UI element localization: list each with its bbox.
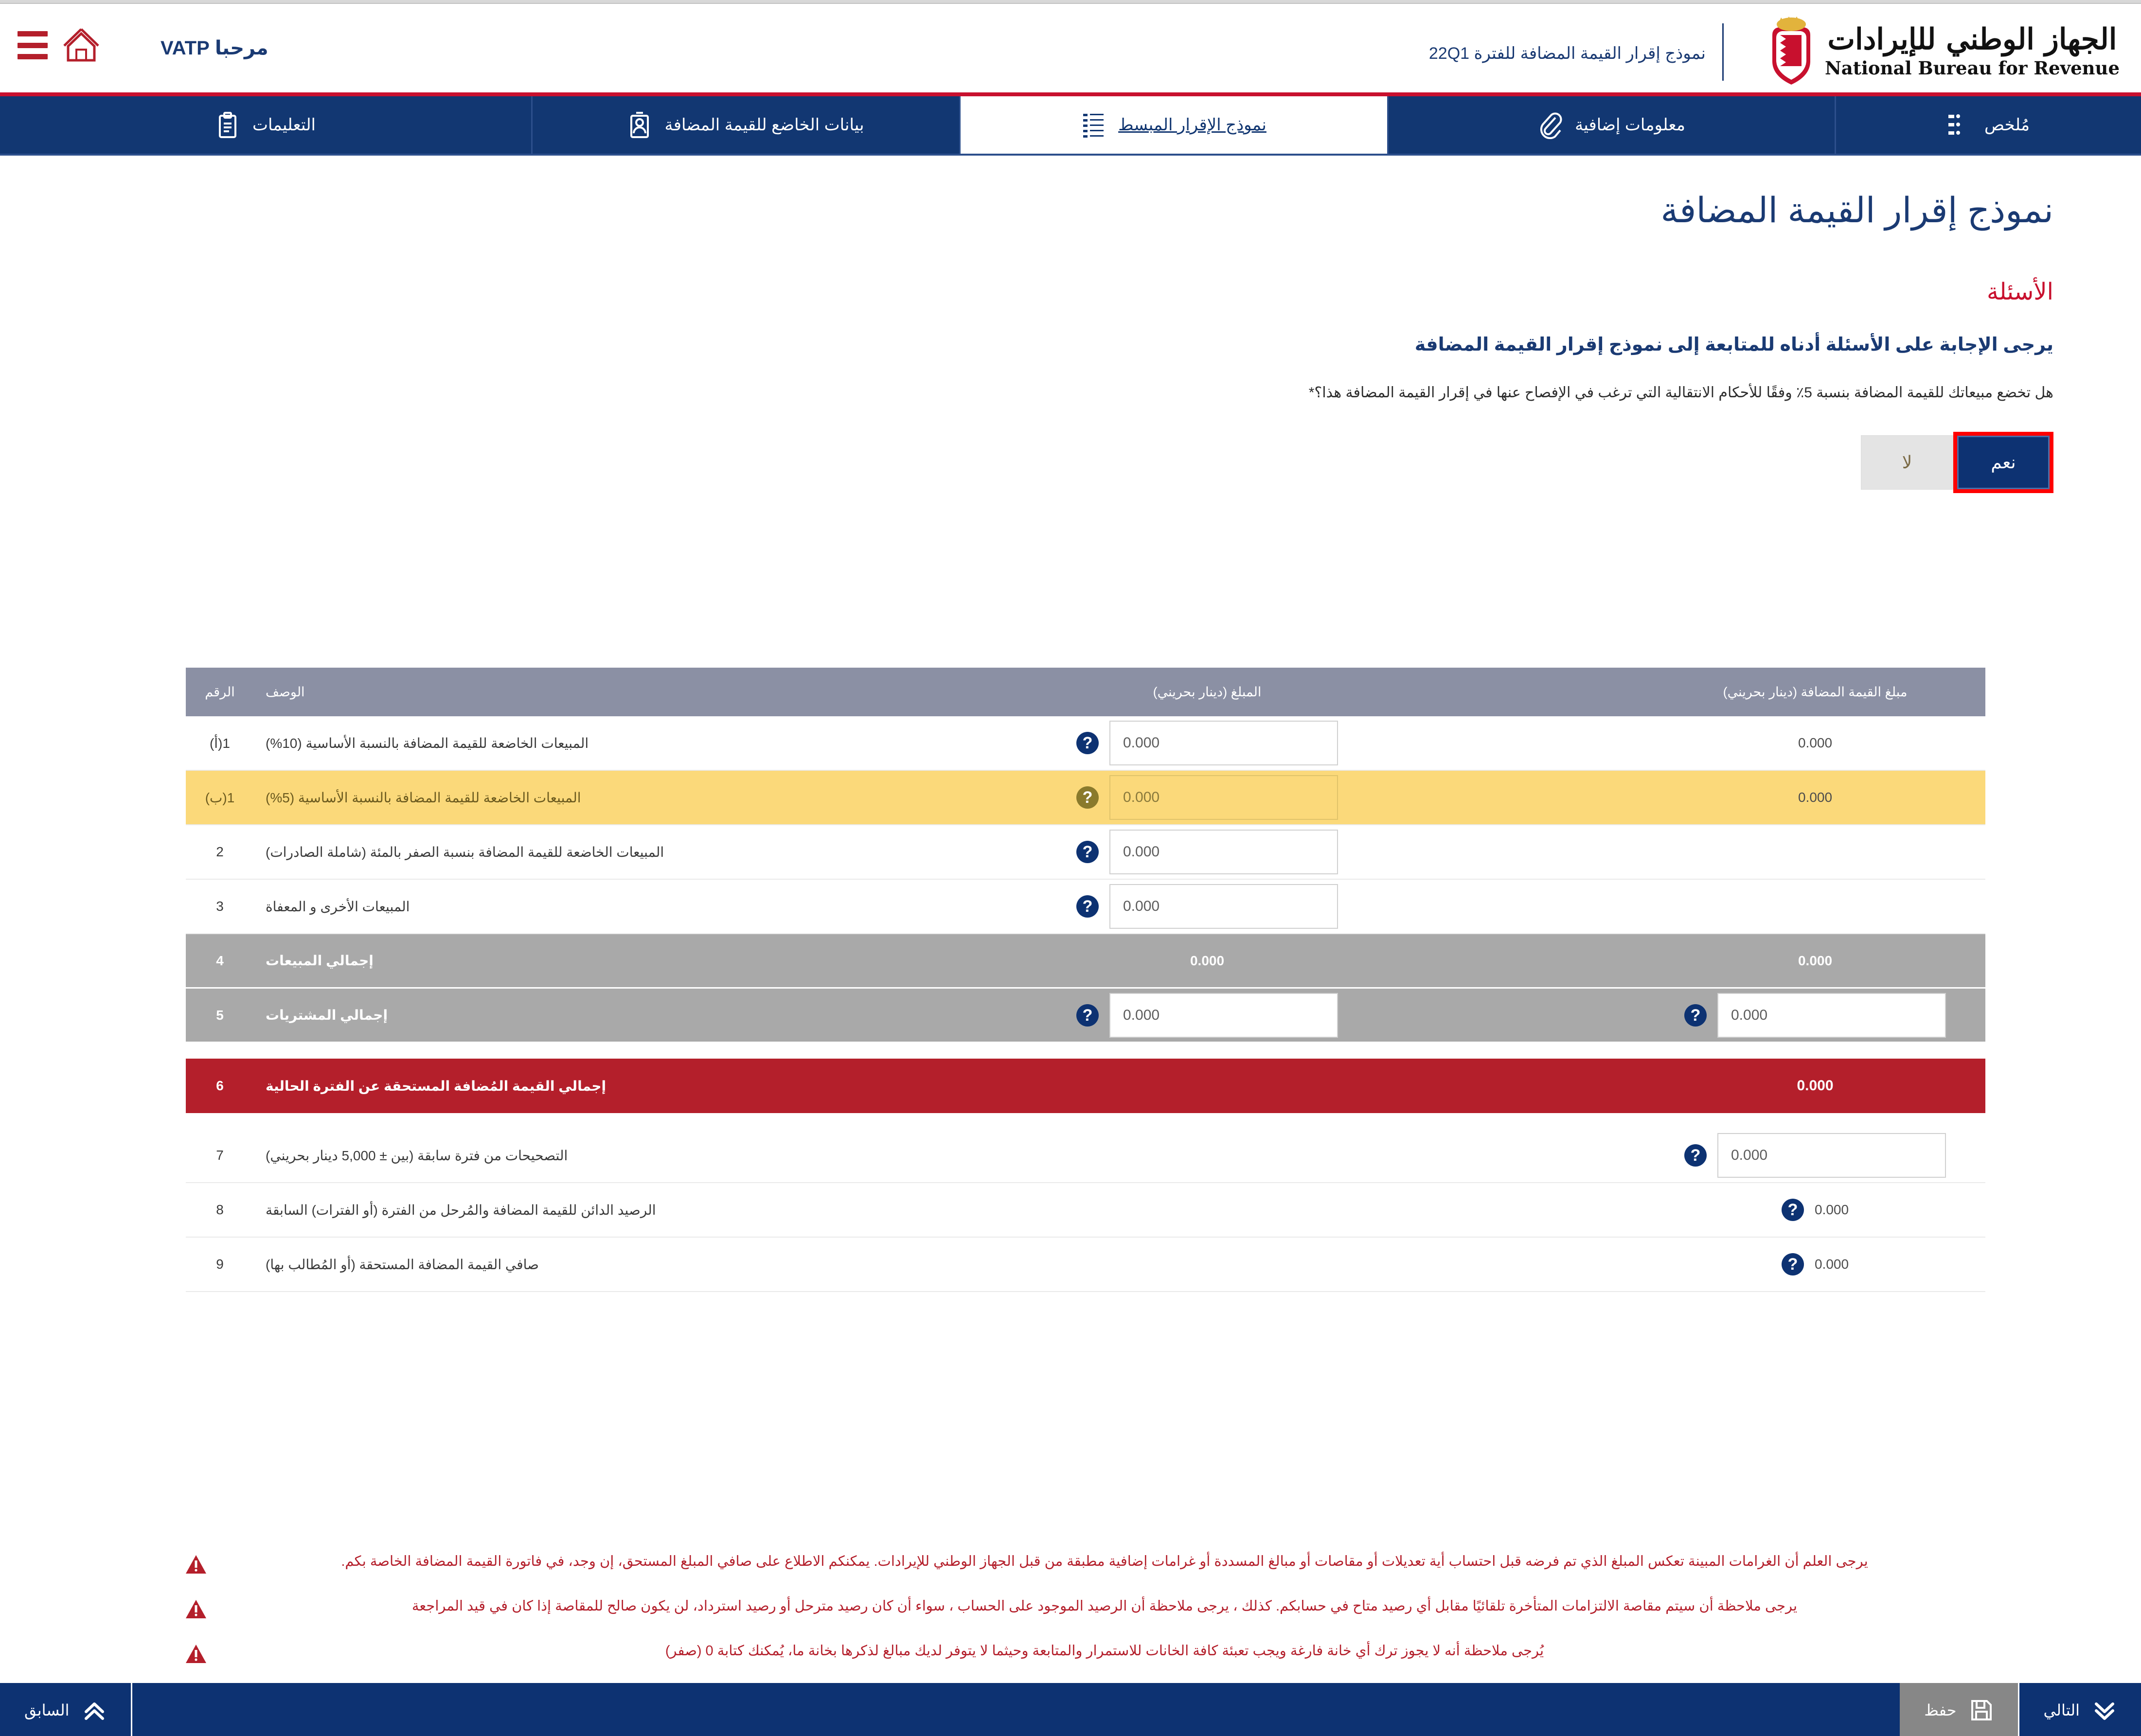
paperclip-icon [1538, 111, 1562, 139]
cell-description: التصحيحات من فترة سابقة (بين ± 5,000 دينار بحريني) [266, 1148, 568, 1163]
notice-item [185, 1596, 1989, 1619]
cell-description: إجمالي القيمة المُضافة المستحقة عن الفترة الحالية [266, 1078, 607, 1094]
tab-0[interactable] [1835, 96, 2141, 154]
save-button[interactable] [1900, 1683, 2017, 1736]
vat-help-icon-5[interactable]: ? [1684, 1004, 1707, 1027]
table-row [186, 989, 1985, 1043]
column-header-vat-amount: مبلغ القيمة المضافة (دينار بحريني) [1723, 684, 1908, 699]
cell-vat-amount [1645, 993, 1985, 1038]
vat-amount-value-8: 0.000 [1814, 1202, 1849, 1217]
yes-button-highlight [1953, 432, 2053, 493]
floppy-disk-icon [1969, 1698, 1994, 1722]
notice-item [185, 1641, 1989, 1664]
cell-amount [769, 830, 1645, 874]
table-row [186, 1059, 1985, 1113]
yes-no-answer-group [1834, 432, 2053, 493]
vat-amount-value-4: 0.000 [1798, 953, 1833, 968]
cell-amount [769, 993, 1645, 1038]
vat-amount-input-5[interactable] [1717, 993, 1946, 1038]
cell-number: 1(ب) [205, 790, 235, 805]
page-title: نموذج إقرار القيمة المضافة [1660, 191, 2053, 230]
vat-amount-value-9: 0.000 [1814, 1257, 1849, 1272]
column-header-number: الرقم [205, 684, 235, 699]
cell-number: 8 [216, 1202, 224, 1217]
amount-input-0[interactable] [1109, 721, 1338, 765]
questions-section-subtitle: يرجى الإجابة على الأسئلة أدناه للمتابعة إلى نموذج إقرار القيمة المضافة [1414, 335, 2053, 355]
cell-number: 9 [216, 1257, 224, 1272]
answer-no-button[interactable]: لا [1861, 435, 1953, 490]
amount-input-2[interactable] [1109, 830, 1338, 874]
cell-description: الرصيد الدائن للقيمة المضافة والمُرحل من الفترة (أو الفترات) السابقة [266, 1202, 656, 1218]
chevron-double-up-icon [82, 1698, 107, 1722]
warning-triangle-icon [185, 1554, 207, 1575]
table-row [186, 716, 1985, 771]
tab-1[interactable] [1387, 96, 1835, 154]
form-lines-icon [1081, 111, 1106, 139]
window-top-strip [0, 0, 2141, 4]
amount-value-4: 0.000 [1190, 953, 1225, 968]
amount-help-icon-2[interactable]: ? [1076, 841, 1099, 863]
hamburger-menu-icon[interactable] [18, 31, 48, 59]
table-row [186, 1129, 1985, 1183]
bahrain-crest-icon [1763, 15, 1820, 88]
vat-return-table [186, 668, 1985, 1292]
vat-amount-value-0: 0.000 [1798, 735, 1833, 750]
page-content [0, 156, 2141, 1683]
brand-name-arabic: الجهاز الوطني للإيرادات [1827, 22, 2117, 56]
cell-vat-amount [1645, 1078, 1985, 1094]
warning-triangle-icon [185, 1599, 207, 1619]
cell-vat-amount [1645, 1199, 1985, 1221]
header-divider [1722, 23, 1724, 81]
column-header-amount: المبلغ (دينار بحريني) [1153, 684, 1262, 699]
nav-red-bar [0, 92, 2141, 96]
notices-section [185, 1551, 1989, 1685]
amount-help-icon-0[interactable]: ? [1076, 732, 1099, 754]
brand-name-english: National Bureau for Revenue [1824, 57, 2120, 79]
table-row-spacer [186, 1113, 1985, 1129]
tab-label-1: معلومات إضافية [1575, 116, 1685, 134]
table-row [186, 825, 1985, 880]
amount-help-icon-5[interactable]: ? [1076, 1004, 1099, 1027]
cell-description: المبيعات الأخرى و المعفاة [266, 899, 410, 914]
vat-amount-input-7[interactable] [1717, 1133, 1946, 1178]
app-header [0, 4, 2141, 92]
cell-vat-amount [1645, 790, 1985, 805]
list-summary-icon [1947, 111, 1972, 139]
table-header-row [186, 668, 1985, 716]
cell-number: 4 [216, 953, 224, 968]
amount-input-1[interactable] [1109, 775, 1338, 820]
vat-help-icon-9[interactable]: ? [1782, 1253, 1804, 1275]
cell-amount [769, 953, 1645, 969]
cell-vat-amount [1645, 1133, 1985, 1178]
tab-3[interactable] [531, 96, 959, 154]
cell-description: إجمالي المبيعات [266, 953, 374, 968]
brand-logo [1763, 15, 2126, 88]
main-tabs [0, 96, 2141, 154]
warning-triangle-icon [185, 1644, 207, 1664]
next-button-label: التالي [2043, 1701, 2080, 1719]
table-row [186, 1183, 1985, 1238]
cell-number: 3 [216, 899, 224, 914]
tab-label-0: مُلخص [1984, 116, 2030, 134]
cell-amount [769, 884, 1645, 929]
cell-description: المبيعات الخاضعة للقيمة المضافة بالنسبة الأساسية (10%) [266, 735, 589, 751]
user-badge-icon [627, 111, 652, 139]
vat-help-icon-8[interactable]: ? [1782, 1199, 1804, 1221]
notice-text-0: يرجى العلم أن الغرامات المبينة تعكس المبلغ الذي تم فرضه قبل احتساب أية تعديلات أو مقاصات أو مبالغ المسددة أو غرامات إضافية مطبقة من قبل الجهاز الوطني للإيرادات. يمكنكم الاطلاع على صافي المبلغ المستحق، إن وجد، في فاتورة القيمة المضافة الخاصة بكم. [341, 1554, 1868, 1569]
clipboard-icon [215, 111, 240, 139]
cell-description: إجمالي المشتريات [266, 1008, 388, 1023]
tab-4[interactable] [0, 96, 531, 154]
tab-label-4: التعليمات [252, 116, 316, 134]
cell-vat-amount [1645, 735, 1985, 751]
amount-input-3[interactable] [1109, 884, 1338, 929]
home-icon[interactable] [62, 27, 100, 62]
notice-text-2: يُرجى ملاحظة أنه لا يجوز ترك أي خانة فارغة ويجب تعبئة كافة الخانات للاستمرار والمتابعة وحيثما لا يتوفر لديك مبالغ لذكرها بخانة ما، يُمكنك كتابة 0 (صفر) [665, 1643, 1544, 1659]
cell-number: 1(أ) [209, 735, 230, 751]
chevron-double-down-icon [2092, 1698, 2117, 1722]
cell-amount [769, 775, 1645, 820]
notice-item [185, 1551, 1989, 1575]
cell-amount [769, 721, 1645, 765]
table-row-spacer [186, 1043, 1985, 1059]
previous-button-label: السابق [24, 1701, 70, 1719]
amount-input-5[interactable] [1109, 993, 1338, 1038]
transitional-rate-question: هل تخضع مبيعاتك للقيمة المضافة بنسبة 5٪ وفقًا للأحكام الانتقالية التي ترغب في الإفصاح عنها في إقرار القيمة المضافة هذا؟* [1308, 385, 2053, 401]
page-footer [0, 1682, 2141, 1736]
table-row [186, 771, 1985, 825]
cell-vat-amount [1645, 953, 1985, 969]
cell-number: 2 [216, 844, 224, 859]
save-button-label: حفظ [1924, 1701, 1957, 1719]
vat-amount-value-1: 0.000 [1798, 790, 1833, 805]
previous-button[interactable] [0, 1683, 132, 1736]
table-row [186, 934, 1985, 989]
tab-2[interactable] [959, 96, 1387, 154]
tab-label-2: نموذج الإقرار المبسط [1118, 116, 1267, 134]
return-period-title: نموذج إقرار القيمة المضافة للفترة 22Q1 [1428, 44, 1706, 63]
table-row [186, 1238, 1985, 1292]
cell-description: صافي القيمة المضافة المستحقة (أو المُطالب بها) [266, 1257, 539, 1272]
questions-section-title: الأسئلة [1986, 279, 2053, 305]
vat-amount-value-6: 0.000 [1797, 1078, 1834, 1094]
amount-help-icon-3[interactable]: ? [1076, 895, 1099, 918]
notice-text-1: يرجى ملاحظة أن سيتم مقاصة الالتزامات المتأخرة تلقائيًا مقابل أي رصيد متاح في حسابكم. كذلك ، يرجى ملاحظة أن الرصيد الموجود على الحساب ، سواء أن كان رصيد مترحل أو رصيد استرداد، لن يكون صالح للمقاصة إذا كان في قيد المراجعة [411, 1598, 1798, 1614]
next-button[interactable] [2018, 1683, 2141, 1736]
amount-help-icon-1[interactable]: ? [1076, 786, 1099, 809]
cell-number: 6 [216, 1078, 224, 1093]
cell-vat-amount [1645, 1253, 1985, 1275]
table-row [186, 880, 1985, 934]
welcome-text: مرحبا VATP [161, 37, 268, 59]
cell-number: 5 [216, 1007, 224, 1023]
vat-help-icon-7[interactable]: ? [1684, 1144, 1707, 1167]
tab-label-3: بيانات الخاضع للقيمة المضافة [664, 116, 864, 134]
cell-description: المبيعات الخاضعة للقيمة المضافة بنسبة الصفر بالمئة (شاملة الصادرات) [266, 844, 664, 860]
cell-number: 7 [216, 1148, 224, 1163]
cell-description: المبيعات الخاضعة للقيمة المضافة بالنسبة الأساسية (5%) [266, 790, 581, 805]
column-header-description: الوصف [266, 684, 305, 699]
answer-yes-button[interactable]: نعم [1957, 436, 2050, 489]
